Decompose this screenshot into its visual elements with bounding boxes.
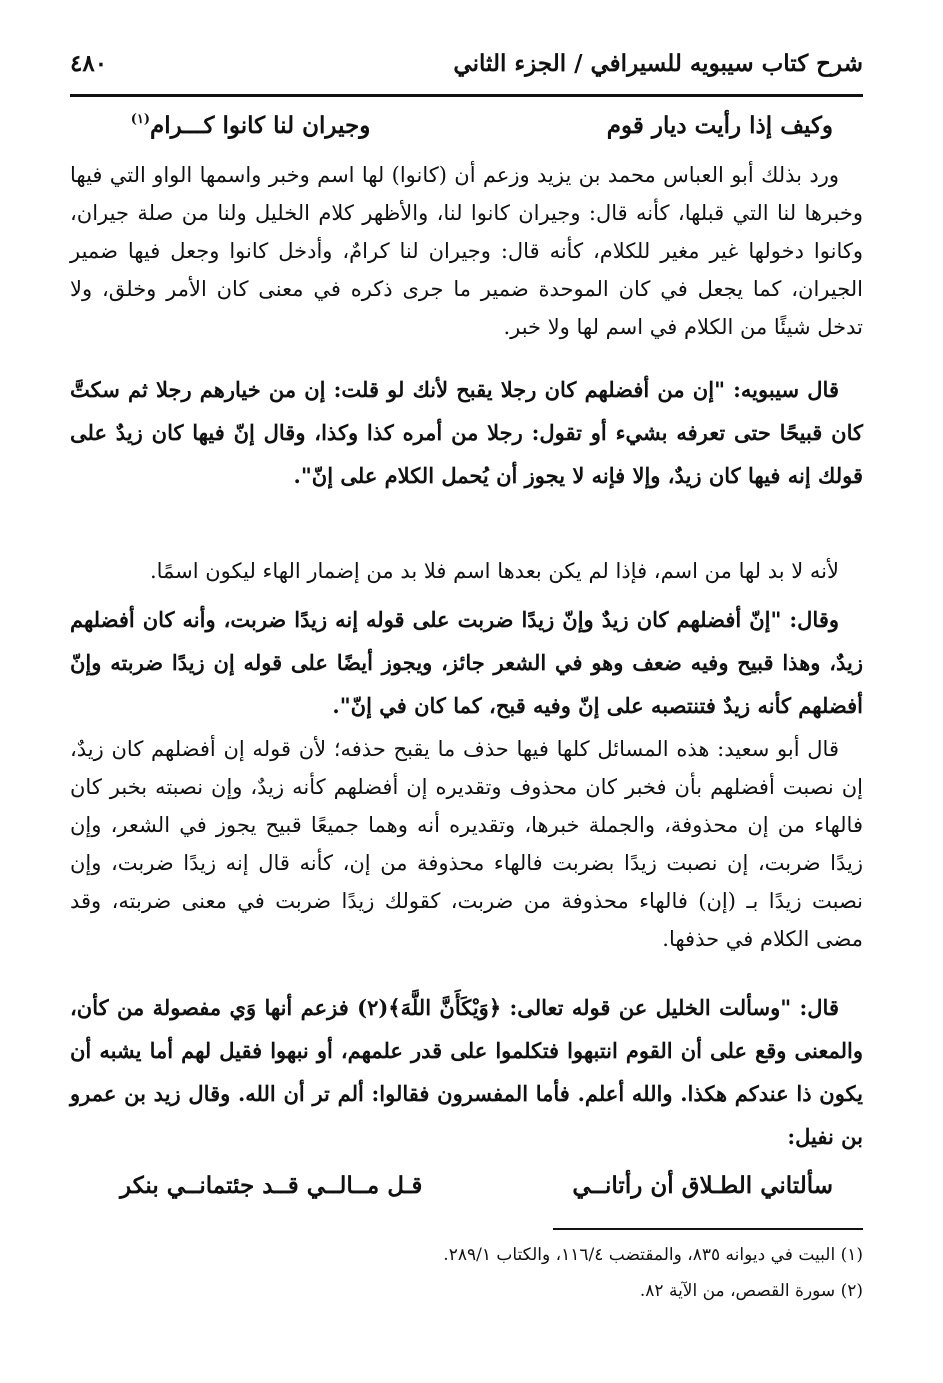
running-title: شرح كتاب سيبويه للسيرافي / الجزء الثاني <box>453 50 863 77</box>
verse-1-hemistich-left-wrap <box>130 112 371 139</box>
footnote-rule <box>553 1228 863 1230</box>
paragraph-3: لأنه لا بد لها من اسم، فإذا لم يكن بعدها اسم فلا بد من إضمار الهاء ليكون اسمًا. <box>149 559 839 583</box>
footnote-1: (١) البيت في ديوانه ٨٣٥، والمقتضب ١١٦/٤، والكتاب ٢٨٩/١. <box>443 1245 863 1265</box>
verse-1-hemistich-left: وجيران لنا كانوا كـــرام <box>150 112 371 139</box>
footnote-ref-1: (١) <box>130 112 150 127</box>
paragraph-4: وقال: "إنّ أفضلهم كان زيدٌ وإنّ زيدًا ضربت على قوله إنه زيدًا ضربت، وأنه كان أفضلهم زيدٌ، وهذا قبيح وفيه ضعف وهو في الشعر جائز، ويجوز أيضًا على قوله إن زيدًا ضربته وإنّ أفضلهم كأنه زيدٌ فتنتصبه على إنّ وفيه قبح، كما كان في إنّ". <box>70 607 863 718</box>
footnote-2: (٢) سورة القصص، من الآية ٨٢. <box>639 1281 863 1301</box>
verse-2-hemistich-right: سألتاني الطـلاق أن رأتانــي <box>572 1172 833 1199</box>
verse-2-hemistich-left: قـل مــالــي قــد جئتمانــي بنكر <box>120 1172 423 1199</box>
paragraph-5: قال أبو سعيد: هذه المسائل كلها فيها حذف ما يقبح حذفه؛ لأن قوله إن أفضلهم كان زيدٌ، إن نصبت أفضلهم بأن فخبر كان محذوف وتقديره إن أفضلهم كأنه زيدٌ، وإن نصبته بخبر كان فالهاء من إن محذوفة، والجملة خبرها، وتقديره أنه وهما جميعًا قبيح يجوز في الشعر، وإن زيدًا ضربت، إن نصبت زيدًا بضربت فالهاء محذوفة من إن، كأنه قال إنه زيدًا ضربت، وإن نصبت زيدًا بـ (إن) فالهاء محذوفة من ضربت، كقولك زيدًا ضربت في معنى ضربته، وقد مضى الكلام في حذفها. <box>70 737 863 951</box>
paragraph-2: قال سيبويه: "إن من أفضلهم كان رجلا يقبح لأنك لو قلت: إن من خيارهم رجلا ثم سكتَّ كان قبيحًا حتى تعرفه بشيء أو تقول: رجلا من أمره كذا وكذا، وقال إنّ فيها كان زيدٌ على قولك إنه فيها كان زيدٌ، وإلا فإنه لا يجوز أن يُحمل الكلام على إنّ". <box>70 377 863 488</box>
verse-1-hemistich-right: وكيف إذا رأيت ديار قوم <box>606 112 833 139</box>
page-number: ٤٨٠ <box>70 50 108 77</box>
running-header <box>70 42 863 88</box>
paragraph-1: ورد بذلك أبو العباس محمد بن يزيد وزعم أن (كانوا) لها اسم وخبر واسمها الواو التي فيها وخبرها لنا التي قبلها، كأنه قال: وجيران كانوا لنا، والأظهر كلام الخليل ولنا من صلة جيران، وكانوا دخولها غير مغير للكلام، كأنه قال: وجيران لنا كرامٌ، وأدخل كانوا وجعل فيها ضمير الجيران، كما يجعل في كان الموحدة ضمير ما جرى ذكره في معنى كان الأمر وخلق، ولا تدخل شيئًا من الكلام في اسم لها ولا خبر. <box>70 163 863 339</box>
header-rule <box>70 94 863 97</box>
paragraph-6: قال: "وسألت الخليل عن قوله تعالى: ﴿وَيْكَأَنَّ اللَّهَ﴾(٢) فزعم أنها وَي مفصولة من كأن، والمعنى وقع على أن القوم انتبهوا فتكلموا على قدر علمهم، أو نبهوا فقيل لهم أما يشبه أن يكون ذا عندكم هكذا. والله أعلم. فأما المفسرون فقالوا: ألم تر أن الله. وقال زيد بن عمرو بن نفيل: <box>70 995 863 1149</box>
